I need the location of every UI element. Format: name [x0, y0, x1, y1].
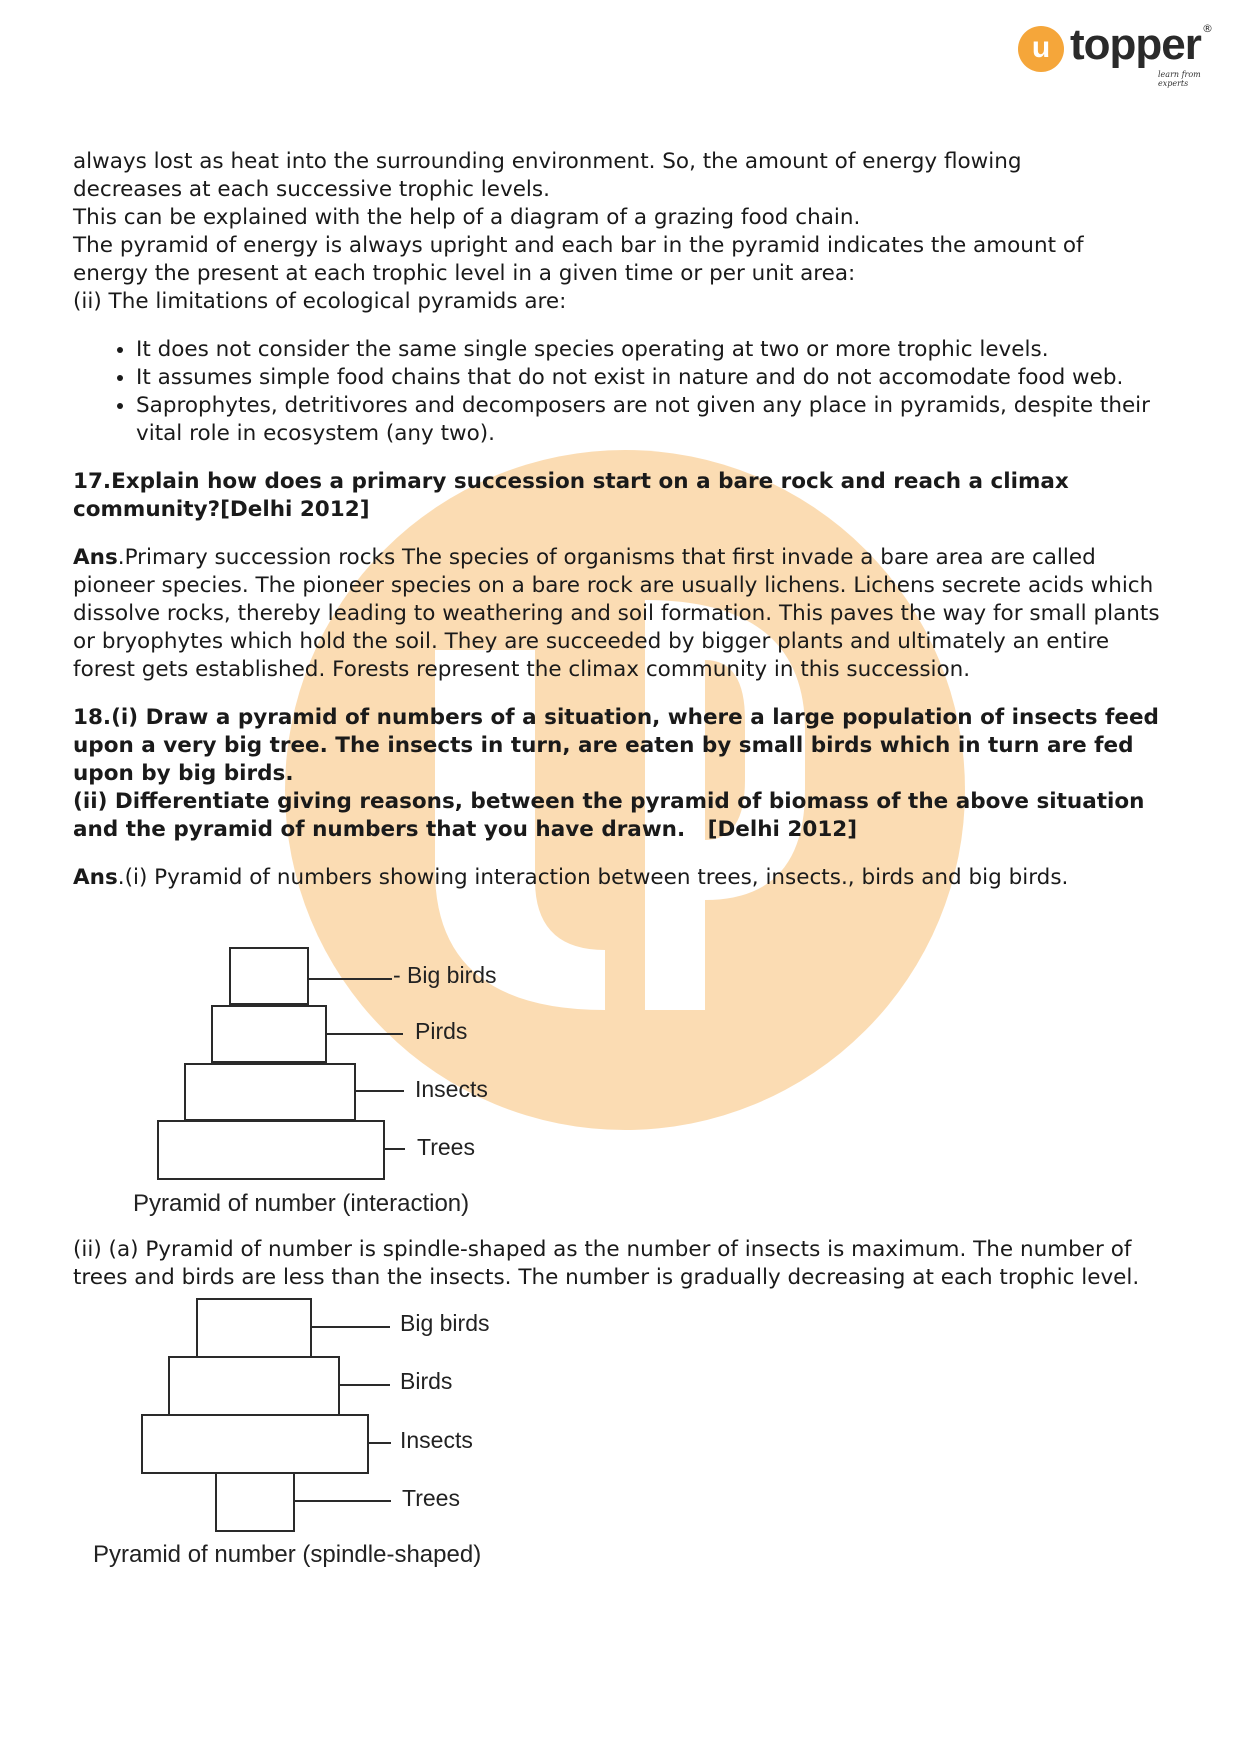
logo-u-icon: u — [1018, 26, 1064, 72]
label-insects: Insects — [415, 1076, 488, 1102]
answer-18-ii: (ii) (a) Pyramid of number is spindle-shaped as the number of insects is maximum. The number of trees and birds are less than the insects. The number is gradually decreasing at each trophic level. — [73, 1237, 1140, 1290]
label-big-birds: - Big birds — [393, 962, 497, 988]
question-18-part-i: 18.(i) Draw a pyramid of numbers of a situation, where a large population of insects feed upon a very big tree. The insects in turn, are eaten by small birds which in turn are fed upon by big birds. — [73, 705, 1159, 786]
diagram-caption: Pyramid of number (interaction) — [133, 1190, 470, 1217]
leader-line — [325, 1033, 403, 1035]
label-big-birds: Big birds — [400, 1310, 490, 1336]
leader-line — [383, 1148, 405, 1150]
list-item: • It does not consider the same single species operating at two or more trophic levels. — [136, 336, 1173, 364]
label-insects: Insects — [400, 1427, 473, 1453]
limitations-list — [73, 336, 1173, 448]
answer-18-i-text: .(i) Pyramid of numbers showing interaction between trees, insects., birds and big birds. — [117, 865, 1069, 890]
list-item: • Saprophytes, detritivores and decomposers are not given any place in pyramids, despite their vital role in ecosystem (any two). — [136, 392, 1173, 448]
leader-line — [293, 1500, 391, 1502]
leader-line — [310, 1326, 390, 1328]
intro-line: decreases at each successive trophic levels. — [73, 177, 550, 202]
logo-tagline: learn from experts — [1158, 70, 1201, 88]
diagram-caption: Pyramid of number (spindle-shaped) — [93, 1541, 482, 1568]
answer-18-i — [73, 864, 1173, 892]
tier-insects — [141, 1414, 369, 1474]
answer-17-text: .Primary succession rocks The species of organisms that first invade a bare area are called pioneer species. The pioneer species on a bare rock are usually lichens. Lichens secrete acids which dissolve rocks, thereby leading to weathering and soil formation. This paves the way for small plants or bryophytes which hold the soil. They are succeeded by bigger plants and ultimately an entire forest gets established. Forests represent the climax community in this succession. — [73, 545, 1160, 682]
leader-line — [354, 1090, 404, 1092]
logo-wordmark: topper — [1070, 20, 1201, 69]
brand-logo — [1018, 20, 1218, 88]
intro-line: (ii) The limitations of ecological pyramids are: — [73, 289, 567, 314]
label-birds: Pirds — [415, 1018, 468, 1044]
tier-birds — [211, 1005, 327, 1063]
intro-line: This can be explained with the help of a diagram of a grazing food chain. — [73, 205, 861, 230]
leader-line — [367, 1442, 391, 1444]
ans-label: Ans — [73, 545, 118, 570]
question-17: 17.Explain how does a primary succession start on a bare rock and reach a climax community?[Delhi 2012] — [73, 469, 1069, 522]
answer-17 — [73, 544, 1173, 684]
tier-birds — [168, 1356, 340, 1416]
registered-mark: ® — [1202, 22, 1213, 35]
tier-insects — [184, 1063, 356, 1121]
label-birds: Birds — [400, 1368, 453, 1394]
tier-trees — [157, 1120, 385, 1180]
label-trees: Trees — [402, 1485, 460, 1511]
intro-line: always lost as heat into the surrounding environment. So, the amount of energy flowing — [73, 149, 1022, 174]
intro-line: energy the present at each trophic level in a given time or per unit area: — [73, 261, 856, 286]
tier-trees — [215, 1472, 295, 1532]
tier-big-birds — [229, 947, 309, 1005]
question-18 — [73, 704, 1173, 844]
document-body — [73, 148, 1173, 892]
question-18-source: [Delhi 2012] — [707, 817, 858, 842]
question-18-part-ii: (ii) Differentiate giving reasons, between the pyramid of biomass of the above situation and the pyramid of numbers that you have drawn. — [73, 789, 1145, 842]
list-item: • It assumes simple food chains that do not exist in nature and do not accomodate food web. — [136, 364, 1173, 392]
label-trees: Trees — [417, 1134, 475, 1160]
ans-label: Ans — [73, 865, 118, 890]
leader-line — [338, 1384, 390, 1386]
leader-line — [307, 978, 392, 980]
intro-line: The pyramid of energy is always upright and each bar in the pyramid indicates the amount of — [73, 233, 1084, 258]
tier-big-birds — [196, 1298, 312, 1358]
